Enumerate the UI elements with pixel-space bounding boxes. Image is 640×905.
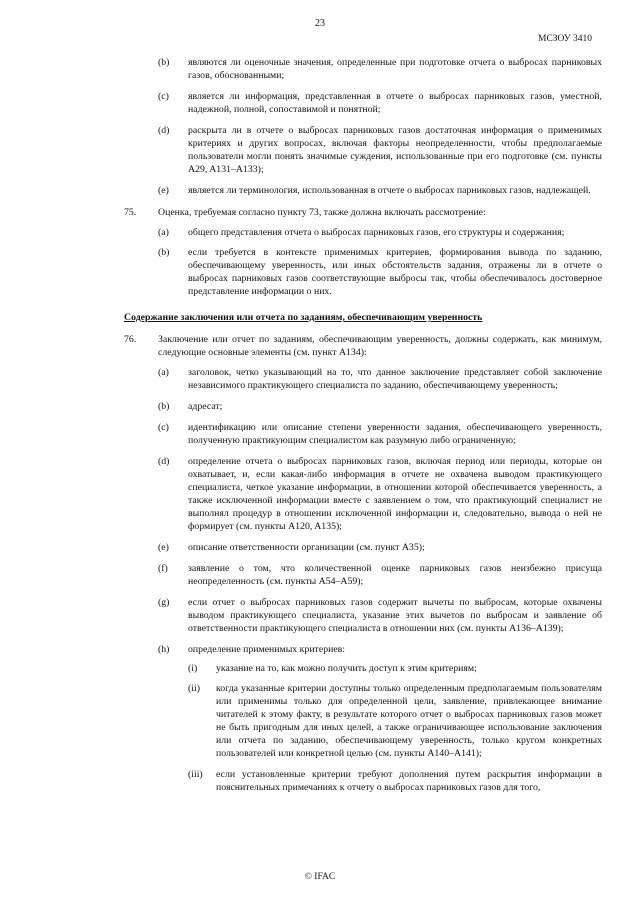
document-body (124, 56, 602, 794)
item-label: (iii) (188, 769, 203, 780)
item-text: указание на то, как можно получить доступ к этим критериям; (216, 663, 477, 674)
list-item (124, 124, 602, 176)
item-label: (i) (188, 663, 198, 674)
item-text: если установленные критерии требуют дополнения путем раскрытия информации в пояснительных примечаниях к отчету о выбросах парниковых газов для того, (216, 769, 602, 793)
list-item (124, 56, 602, 82)
list-item (124, 562, 602, 588)
list-item (124, 90, 602, 116)
item-label: (f) (158, 563, 168, 574)
paragraph-number: 75. (124, 207, 137, 218)
section-heading: Содержание заключения или отчета по заданиям, обеспечивающим уверенность (124, 312, 483, 323)
item-text: если отчет о выбросах парниковых газов содержит вычеты по выбросам, которые охвачены выводом практикующего специалиста, указание этих вычетов по выбросам и заявление об ответственности практикующего специалиста в отношении них (см. пункты A136–A139); (188, 597, 602, 634)
item-label: (b) (158, 247, 170, 258)
list-item (124, 400, 602, 413)
list-item (124, 643, 602, 656)
item-label: (h) (158, 644, 170, 655)
item-text: определение применимых критериев: (188, 644, 346, 655)
list-item (124, 246, 602, 298)
item-label: (d) (158, 456, 170, 467)
list-item (124, 184, 602, 197)
item-text: являются ли оценочные значения, определенные при подготовке отчета о выбросах парниковых газов, обоснованными; (188, 57, 602, 81)
sub-list-item (124, 682, 602, 760)
item-label: (a) (158, 367, 169, 378)
paragraph-text: Заключение или отчет по заданиям, обеспечивающим уверенность, должны содержать, как минимум, следующие основные элементы (см. пункт A134): (158, 334, 602, 358)
item-text: заголовок, четко указывающий на то, что данное заключение представляет собой заключение независимого практикующего специалиста по заданию, обеспечивающему уверенность; (188, 367, 602, 391)
document-code: МСЗОУ 3410 (538, 34, 592, 44)
item-text: идентификацию или описание степени уверенности задания, обеспечивающего уверенность, полученную практикующим специалистом как разумную либо ограниченную; (188, 422, 602, 446)
item-text: общего представления отчета о выбросах парниковых газов, его структуры и содержания; (188, 227, 565, 238)
paragraph-76 (124, 333, 602, 359)
item-label: (c) (158, 91, 169, 102)
item-label: (b) (158, 57, 170, 68)
item-label: (e) (158, 542, 169, 553)
item-text: если требуется в контексте применимых критериев, формирования вывода по заданию, обеспечивающему уверенность, или иных обстоятельств задания, отражены ли в отчете о выбросах парниковых газов соответствующие выбросы так, чтобы обеспечивалось достоверное представление информации о них. (188, 247, 602, 297)
item-text: адресат; (188, 401, 223, 412)
sub-list-item (124, 768, 602, 794)
item-label: (c) (158, 422, 169, 433)
item-label: (a) (158, 227, 169, 238)
paragraph-number: 76. (124, 334, 137, 345)
list-item (124, 455, 602, 533)
item-label: (b) (158, 401, 170, 412)
list-item (124, 366, 602, 392)
item-text: является ли информация, представленная в отчете о выбросах парниковых газов, уместной, надежной, полной, сопоставимой и понятной; (188, 91, 602, 115)
footer-copyright: © IFAC (304, 872, 336, 882)
item-text: когда указанные критерии доступны только определенным предполагаемым пользователям или применимы только для определенной цели, заявление, привлекающее внимание читателей к этому факту, в результате которого отчет о выбросах парниковых газов может не быть пригодным для иных целей, а также ограничивающее использование заключения или отчета по заданию, обеспечивающему уверенность, только кругом конкретных пользователей или конкретной целью (см. пункты A140–A141); (216, 683, 602, 759)
page-number: 23 (315, 18, 325, 29)
sub-list-item (124, 662, 602, 675)
list-item (124, 421, 602, 447)
item-text: описание ответственности организации (см. пункт A35); (188, 542, 425, 553)
item-label: (e) (158, 185, 169, 196)
list-item (124, 541, 602, 554)
item-label: (g) (158, 597, 170, 608)
item-label: (ii) (188, 683, 200, 694)
list-item (124, 596, 602, 635)
item-text: определение отчета о выбросах парниковых газов, включая период или периоды, которые он охватывает, и, если какая-либо информация в отчете не охвачена выводом практикующего специалиста, четкое указание информации, в отношении которой обеспечивается уверенность, а также исключенной информации вместе с заявлением о том, что практикующий специалист не выполнял процедур в отношении исключенной информации и, следовательно, вывода о ней не формирует (см. пункты A120, A135); (188, 456, 602, 532)
list-item (124, 226, 602, 239)
item-label: (d) (158, 125, 170, 136)
item-text: заявление о том, что количественной оценке парниковых газов неизбежно присуща неопределенность (см. пункты A54–A59); (188, 563, 602, 587)
paragraph-text: Оценка, требуемая согласно пункту 73, также должна включать рассмотрение: (158, 207, 486, 218)
item-text: раскрыта ли в отчете о выбросах парниковых газов достаточная информация о применимых критериях и других вопросах, включая факторы неопределенности, чтобы предполагаемые пользователи могли понять значимые суждения, использованные при его подготовке (см. пункты A29, A131–A133); (188, 125, 602, 175)
item-text: является ли терминология, использованная в отчете о выбросах парниковых газов, надлежащей. (188, 185, 591, 196)
paragraph-75 (124, 206, 602, 219)
